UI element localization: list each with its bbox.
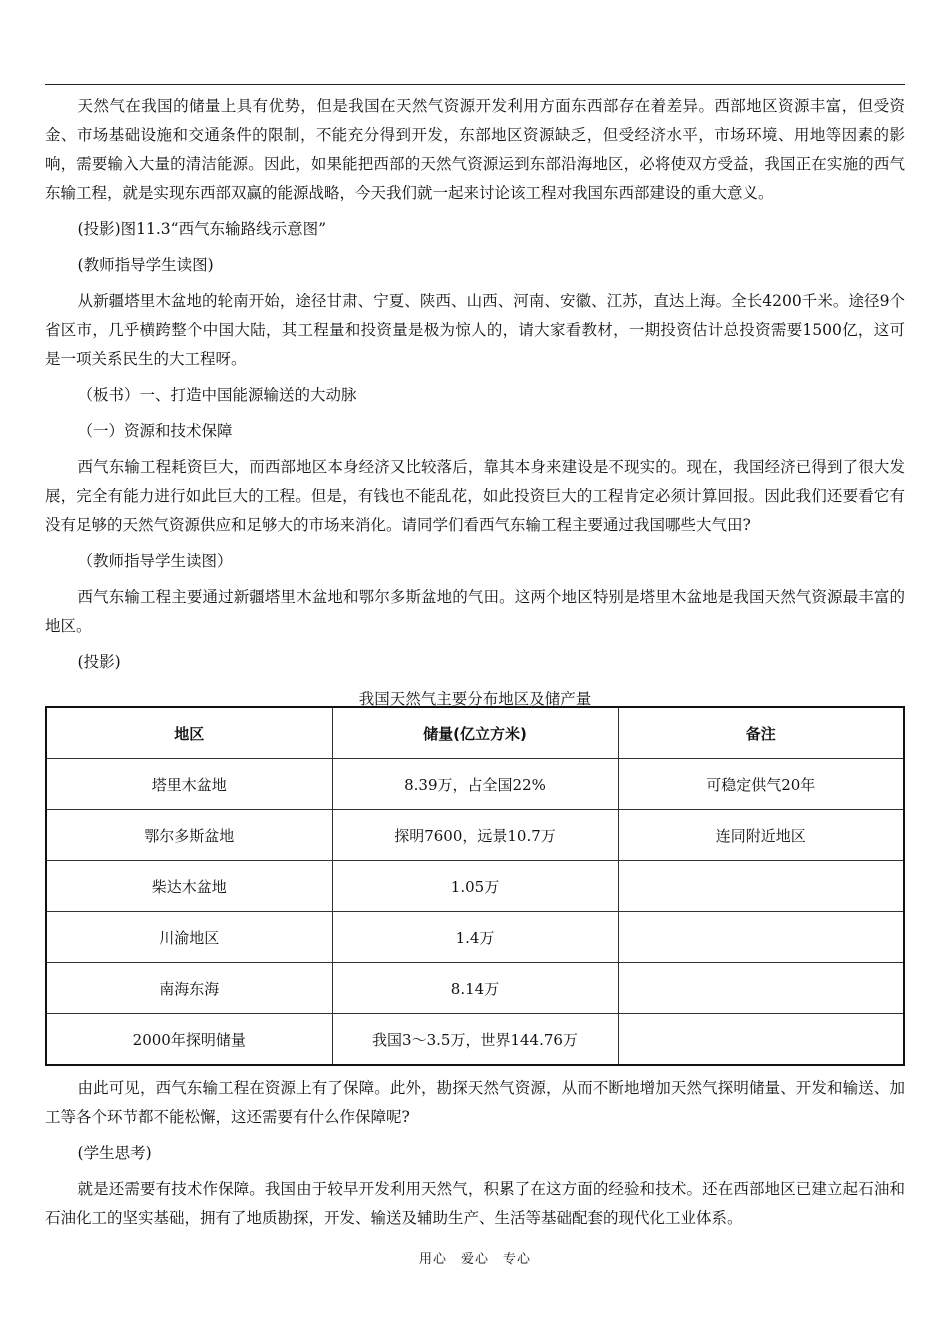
cell-remarks: 连同附近地区 xyxy=(618,810,904,861)
table-row xyxy=(46,759,904,810)
paragraph-investment: 西气东输工程耗资巨大，而西部地区本身经济又比较落后，靠其本身来建设是不现实的。现在，我国经济已得到了很大发展，完全有能力进行如此巨大的工程。但是，有钱也不能乱花，如此投资巨大的工程肯定必须计算回报。因此我们还要看它有没有足够的天然气资源供应和足够大的市场来消化。请同学们看西气东输工程主要通过我国哪些大气田? xyxy=(45,458,905,534)
paragraph-projection-label: (投影)图11.3“西气东输路线示意图” xyxy=(77,220,327,238)
table-row xyxy=(46,963,904,1014)
header-remarks: 备注 xyxy=(618,707,904,759)
table-row xyxy=(46,861,904,912)
cell-reserves: 1.4万 xyxy=(332,912,618,963)
cell-remarks xyxy=(618,861,904,912)
cell-region: 塔里木盆地 xyxy=(46,759,332,810)
paragraph-intro: 天然气在我国的储量上具有优势，但是我国在天然气资源开发利用方面东西部存在着差异。西部地区资源丰富，但受资金、市场基础设施和交通条件的限制，不能充分得到开发，东部地区资源缺乏，但受经济水平，市场环境、用地等因素的影响，需要输入大量的清洁能源。因此，如果能把西部的天然气资源运到东部沿海地区，必将使双方受益，我国正在实施的西气东输工程，就是实现东西部双赢的能源战略，今天我们就一起来讨论该工程对我国东西部建设的重大意义。 xyxy=(45,97,905,202)
paragraph-projection-2: (投影) xyxy=(77,653,121,671)
header-reserves: 储量(亿立方米) xyxy=(332,707,618,759)
paragraph-conclusion: 由此可见，西气东输工程在资源上有了保障。此外，勘探天然气资源，从而不断地增加天然气探明储量、开发和输送、加工等各个环节都不能松懈，这还需要有什么作保障呢? xyxy=(45,1079,905,1126)
table-caption: 我国天然气主要分布地区及储产量 xyxy=(358,690,592,708)
paragraph-gas-fields: 西气东输工程主要通过新疆塔里木盆地和鄂尔多斯盆地的气田。这两个地区特别是塔里木盆地是我国天然气资源最丰富的地区。 xyxy=(45,588,905,635)
paragraph-teacher-guide-2: （教师指导学生读图） xyxy=(77,552,233,570)
table-row xyxy=(46,810,904,861)
paragraph-route: 从新疆塔里木盆地的轮南开始，途径甘肃、宁夏、陕西、山西、河南、安徽、江苏，直达上海。全长4200千米。途径9个省区市，几乎横跨整个中国大陆，其工程量和投资量是极为惊人的，请大家看教材，一期投资估计总投资需要1500亿，这可是一项关系民生的大工程呀。 xyxy=(45,292,905,368)
page-footer: 用心 爱心 专心 xyxy=(418,1252,531,1267)
cell-reserves: 8.14万 xyxy=(332,963,618,1014)
cell-region: 川渝地区 xyxy=(46,912,332,963)
cell-region: 柴达木盆地 xyxy=(46,861,332,912)
cell-reserves: 探明7600，远景10.7万 xyxy=(332,810,618,861)
cell-remarks xyxy=(618,912,904,963)
paragraph-board-heading: （板书）一、打造中国能源输送的大动脉 xyxy=(77,386,357,404)
paragraph-teacher-guide: (教师指导学生读图) xyxy=(77,256,214,274)
table-row xyxy=(46,1014,904,1066)
table-row xyxy=(46,912,904,963)
cell-region: 南海东海 xyxy=(46,963,332,1014)
document-body xyxy=(45,92,905,714)
cell-reserves: 8.39万，占全国22% xyxy=(332,759,618,810)
header-region: 地区 xyxy=(46,707,332,759)
gas-reserves-table xyxy=(45,706,905,1066)
header-rule xyxy=(45,84,905,85)
paragraph-section-heading: （一）资源和技术保障 xyxy=(77,422,233,440)
cell-remarks xyxy=(618,1014,904,1066)
cell-remarks: 可稳定供气20年 xyxy=(618,759,904,810)
paragraph-student-thinking: (学生思考) xyxy=(77,1144,152,1162)
table-header-row xyxy=(46,707,904,759)
cell-reserves: 我国3～3.5万，世界144.76万 xyxy=(332,1014,618,1066)
cell-region: 2000年探明储量 xyxy=(46,1014,332,1066)
document-body-continued xyxy=(45,1074,905,1233)
cell-reserves: 1.05万 xyxy=(332,861,618,912)
paragraph-technology: 就是还需要有技术作保障。我国由于较早开发利用天然气，积累了在这方面的经验和技术。还在西部地区已建立起石油和石油化工的坚实基础，拥有了地质勘探，开发、输送及辅助生产、生活等基础配套的现代化工业体系。 xyxy=(45,1180,905,1227)
cell-remarks xyxy=(618,963,904,1014)
cell-region: 鄂尔多斯盆地 xyxy=(46,810,332,861)
